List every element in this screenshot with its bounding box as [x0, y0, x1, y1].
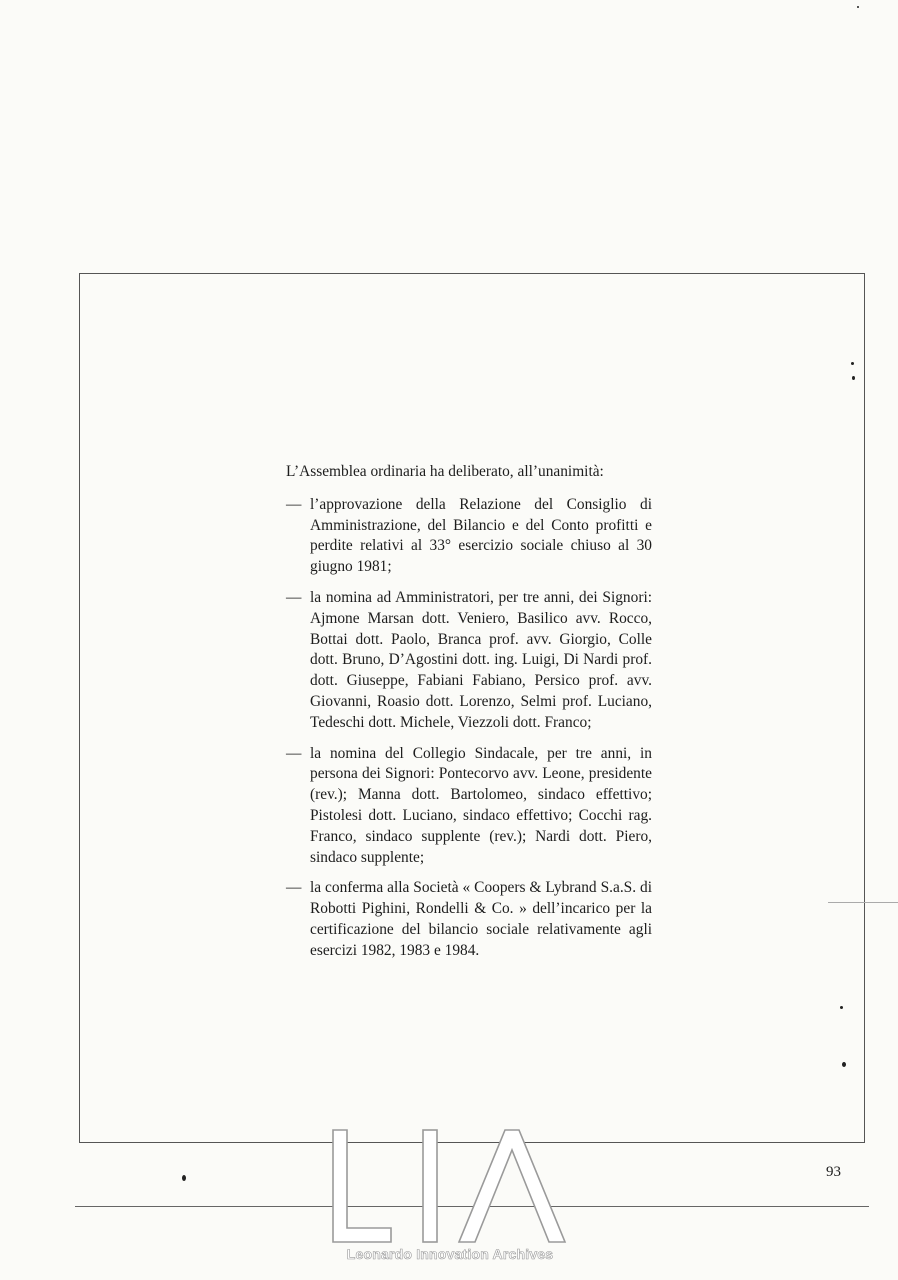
ink-speck	[840, 1006, 843, 1009]
dash-bullet: —	[286, 588, 302, 606]
ink-speck	[182, 1175, 186, 1181]
document-body	[286, 462, 652, 972]
lia-watermark	[325, 1126, 575, 1272]
ink-speck	[851, 362, 854, 365]
watermark-caption: Leonardo Innovation Archives	[346, 1246, 554, 1262]
ink-speck	[857, 6, 859, 8]
dash-bullet: —	[286, 495, 302, 513]
side-rule	[828, 902, 898, 903]
intro-paragraph: L’Assemblea ordinaria ha deliberato, all’unanimità:	[286, 463, 604, 480]
list-item-text: la nomina ad Amministratori, per tre anni, dei Signori: Ajmone Marsan dott. Veniero, Basilico avv. Rocco, Bottai dott. Paolo, Branca prof. avv. Giorgio, Colle dott. Bruno, D’Agostini dott. ing. Luigi, Di Nardi prof. dott. Giuseppe, Fabiani Fabiano, Persico prof. avv. Giovanni, Roasio dott. Lorenzo, Selmi prof. Luciano, Tedeschi dott. Michele, Viezzoli dott. Franco;	[310, 588, 652, 731]
dash-bullet: —	[286, 879, 302, 897]
lia-logo-icon	[325, 1126, 575, 1246]
dash-bullet: —	[286, 744, 302, 762]
list-item	[286, 588, 652, 734]
list-item-text: l’approvazione della Relazione del Consiglio di Amministrazione, del Bilancio e del Conto profitti e perdite relativi al 33° esercizio sociale chiuso al 30 giugno 1981;	[310, 495, 652, 576]
list-item	[286, 878, 652, 961]
list-item	[286, 744, 652, 869]
list-item	[286, 495, 652, 578]
list-item-text: la conferma alla Società « Coopers & Lybrand S.a.S. di Robotti Pighini, Rondelli & Co. » dell’incarico per la certificazione del bilancio sociale relativamente agli esercizi 1982, 1983 e 1984.	[310, 879, 652, 959]
list-item-text: la nomina del Collegio Sindacale, per tre anni, in persona dei Signori: Pontecorvo avv. Leone, presidente (rev.); Manna dott. Bartolomeo, sindaco effettivo; Pistolesi dott. Luciano, sindaco effettivo; Cocchi rag. Franco, sindaco supplente (rev.); Nardi dott. Piero, sindaco supplente;	[310, 744, 652, 866]
ink-speck	[842, 1062, 846, 1067]
ink-speck	[852, 376, 855, 380]
page-number: 93	[826, 1164, 841, 1180]
